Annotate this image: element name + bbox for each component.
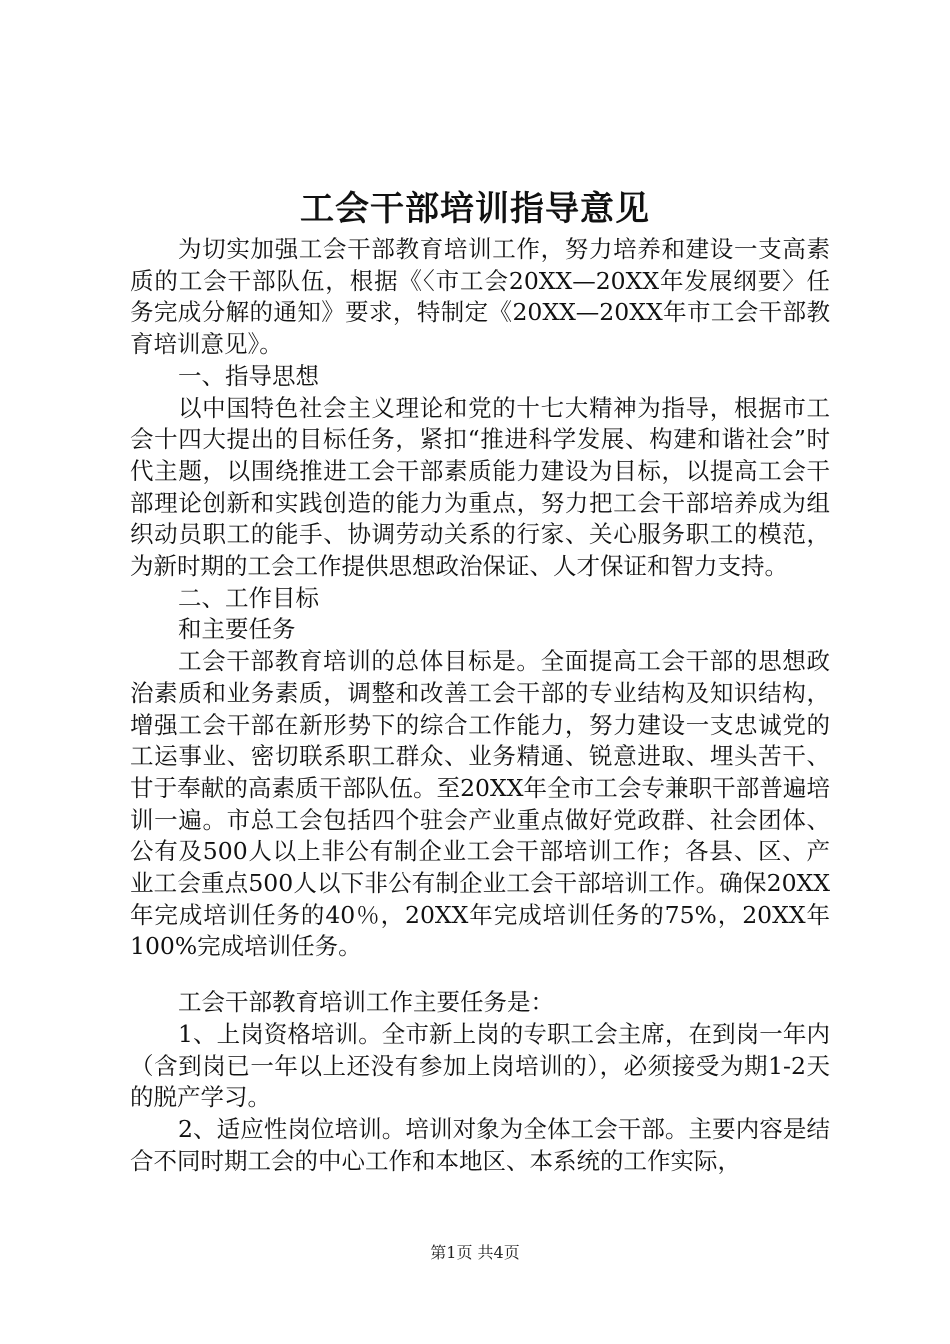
task-item-1: 1、上岗资格培训。全市新上岗的专职工会主席，在到岗一年内（含到岗已一年以上还没有参加上岗培训的），必须接受为期1-2天的脱产学习。 xyxy=(130,1019,830,1112)
paragraph-gap xyxy=(130,963,830,987)
tasks-intro: 工会干部教育培训工作主要任务是： xyxy=(178,988,554,1017)
page-number: 第1页 共4页 xyxy=(430,1243,520,1262)
document-body xyxy=(130,234,830,1177)
section-heading-guiding-ideology: 一、指导思想 xyxy=(178,361,319,390)
section-heading-main-tasks: 和主要任务 xyxy=(178,615,296,644)
goals-paragraph: 工会干部教育培训的总体目标是。全面提高工会干部的思想政治素质和业务素质，调整和改善工会干部的专业结构及知识结构，增强工会干部在新形势下的综合工作能力，努力建设一支忠诚党的工运事业、密切联系职工群众、业务精通、锐意进取、埋头苦干、甘于奉献的高素质干部队伍。至20XX年全市工会专兼职干部普遍培训一遍。市总工会包括四个驻会产业重点做好党政群、社会团体、公有及500人以上非公有制企业工会干部培训工作；各县、区、产业工会重点500人以下非公有制企业工会干部培训工作。确保20XX年完成培训任务的40％，20XX年完成培训任务的75%，20XX年100%完成培训任务。 xyxy=(130,647,830,961)
task-item-2: 2、适应性岗位培训。培训对象为全体工会干部。主要内容是结合不同时期工会的中心工作和本地区、本系统的工作实际， xyxy=(130,1114,830,1175)
section-heading-work-goals: 二、工作目标 xyxy=(178,583,319,612)
intro-paragraph: 为切实加强工会干部教育培训工作，努力培养和建设一支高素质的工会干部队伍，根据《〈市工会20XX—20XX年发展纲要〉任务完成分解的通知》要求，特制定《20XX—20XX年市工会干部教育培训意见》。 xyxy=(130,235,830,359)
document-title: 工会干部培训指导意见 xyxy=(300,189,650,229)
guiding-ideology-paragraph: 以中国特色社会主义理论和党的十七大精神为指导，根据市工会十四大提出的目标任务，紧扣“推进科学发展、构建和谐社会”时代主题，以围绕推进工会干部素质能力建设为目标，以提高工会干部理论创新和实践创造的能力为重点，努力把工会干部培养成为组织动员职工的能手、协调劳动关系的行家、关心服务职工的模范，为新时期的工会工作提供思想政治保证、人才保证和智力支持。 xyxy=(130,393,830,581)
